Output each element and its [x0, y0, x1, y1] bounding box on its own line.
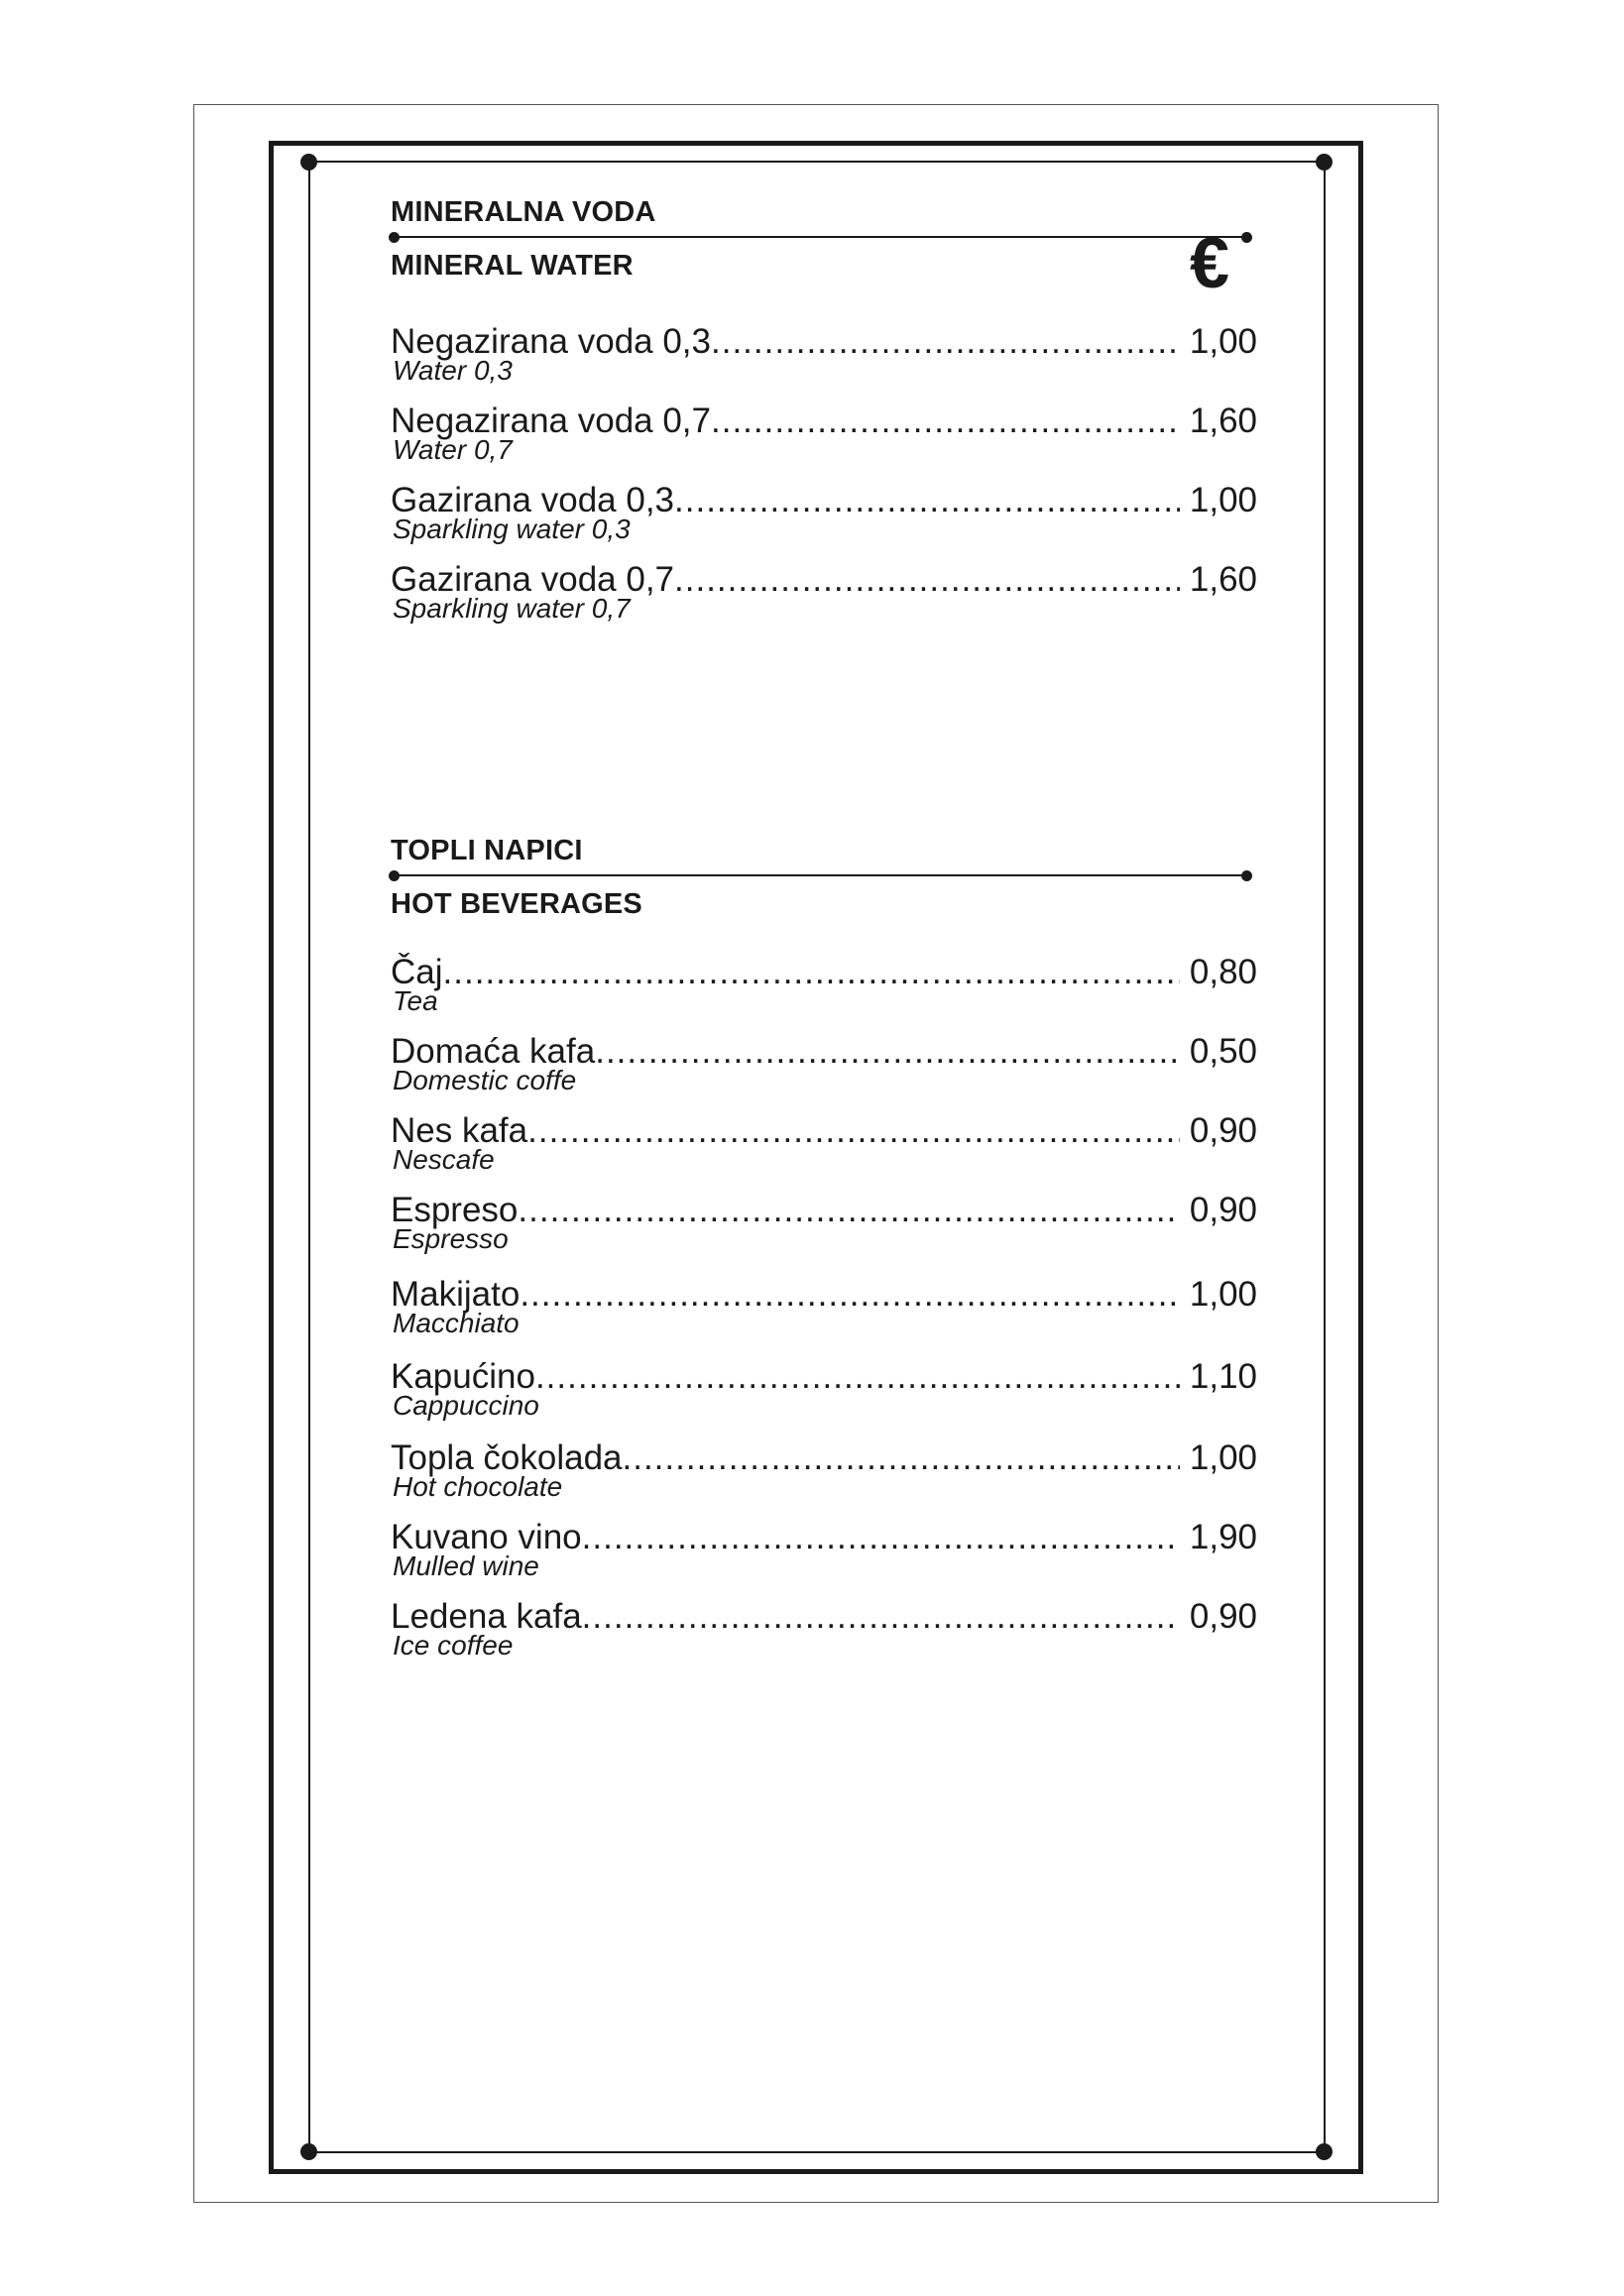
- menu-item: [391, 1110, 1257, 1174]
- menu-item: [391, 952, 1257, 1015]
- item-price: 1,00: [1189, 322, 1257, 361]
- dot-leader: [520, 1274, 1180, 1316]
- item-name: Espreso: [391, 1191, 519, 1229]
- item-translation: Cappuccino: [393, 1390, 539, 1421]
- item-name: Domaća kafa: [391, 1032, 596, 1071]
- section-title-english: MINERAL WATER: [391, 250, 634, 282]
- dot-leader: [527, 1110, 1180, 1152]
- menu-item: [391, 1031, 1257, 1094]
- item-name: Negazirana voda 0,3: [391, 322, 711, 361]
- dot-leader: [711, 401, 1180, 442]
- menu-item: [391, 559, 1257, 623]
- section-divider: [394, 874, 1246, 876]
- item-price: 0,90: [1189, 1191, 1257, 1229]
- item-name: Gazirana voda 0,3: [391, 481, 675, 519]
- corner-dot-top-right: [1316, 154, 1333, 171]
- frame-inner-right-line: [1324, 162, 1326, 2152]
- item-name: Makijato: [391, 1275, 521, 1314]
- item-name: Kuvano vino: [391, 1518, 582, 1556]
- item-translation: Macchiato: [393, 1308, 520, 1338]
- section-title-english: HOT BEVERAGES: [391, 888, 642, 920]
- item-translation: Water 0,7: [393, 434, 513, 465]
- item-name: Kapućino: [391, 1357, 535, 1396]
- item-translation: Nescafe: [393, 1144, 495, 1175]
- item-translation: Espresso: [393, 1223, 509, 1254]
- item-price: 0,90: [1189, 1597, 1257, 1636]
- dot-leader: [711, 321, 1180, 363]
- item-name: Negazirana voda 0,7: [391, 402, 711, 440]
- item-price: 1,60: [1189, 560, 1257, 599]
- item-translation: Tea: [393, 985, 438, 1016]
- item-price: 1,60: [1189, 402, 1257, 440]
- dot-leader: [674, 480, 1180, 521]
- euro-currency-icon: €: [1190, 224, 1230, 303]
- menu-item: [391, 480, 1257, 543]
- section-title-local: TOPLI NAPICI: [391, 835, 583, 866]
- frame-inner-bottom-line: [309, 2151, 1326, 2153]
- dot-leader: [443, 952, 1180, 993]
- menu-item: [391, 1596, 1257, 1660]
- dot-leader: [582, 1517, 1180, 1558]
- item-price: 1,90: [1189, 1518, 1257, 1556]
- item-translation: Domestic coffe: [393, 1065, 577, 1095]
- divider-end-dot: [389, 232, 400, 243]
- item-translation: Hot chocolate: [393, 1471, 563, 1502]
- dot-leader: [674, 559, 1180, 601]
- item-translation: Sparkling water 0,7: [393, 593, 631, 624]
- section-title-local: MINERALNA VODA: [391, 196, 656, 228]
- item-name: Ledena kafa: [391, 1597, 582, 1636]
- item-price: 1,00: [1189, 1275, 1257, 1314]
- menu-item: [391, 1517, 1257, 1580]
- item-price: 1,00: [1189, 481, 1257, 519]
- item-price: 1,00: [1189, 1438, 1257, 1477]
- menu-item: [391, 401, 1257, 464]
- corner-dot-top-left: [300, 154, 317, 171]
- frame-inner-left-line: [308, 162, 310, 2152]
- item-translation: Water 0,3: [393, 355, 513, 386]
- item-price: 0,90: [1189, 1111, 1257, 1150]
- corner-dot-bottom-right: [1316, 2143, 1333, 2160]
- menu-item: [391, 1190, 1257, 1253]
- item-name: Čaj: [391, 953, 443, 991]
- frame-inner-top-line: [309, 161, 1326, 163]
- dot-leader: [518, 1190, 1179, 1231]
- menu-item: [391, 321, 1257, 385]
- divider-end-dot: [1241, 870, 1252, 881]
- item-name: Topla čokolada: [391, 1438, 623, 1477]
- dot-leader: [582, 1596, 1180, 1638]
- item-translation: Sparkling water 0,3: [393, 514, 631, 544]
- dot-leader: [623, 1437, 1180, 1479]
- item-translation: Mulled wine: [393, 1550, 539, 1581]
- item-translation: Ice coffee: [393, 1630, 514, 1661]
- item-price: 0,80: [1189, 953, 1257, 991]
- menu-item: [391, 1274, 1257, 1337]
- item-price: 1,10: [1189, 1357, 1257, 1396]
- dot-leader: [535, 1356, 1180, 1398]
- divider-end-dot: [389, 870, 400, 881]
- menu-item: [391, 1356, 1257, 1420]
- corner-dot-bottom-left: [300, 2143, 317, 2160]
- item-name: Gazirana voda 0,7: [391, 560, 675, 599]
- item-price: 0,50: [1189, 1032, 1257, 1071]
- dot-leader: [595, 1031, 1180, 1073]
- item-name: Nes kafa: [391, 1111, 528, 1150]
- divider-end-dot: [1241, 232, 1252, 243]
- menu-item: [391, 1437, 1257, 1501]
- section-divider: [394, 236, 1246, 238]
